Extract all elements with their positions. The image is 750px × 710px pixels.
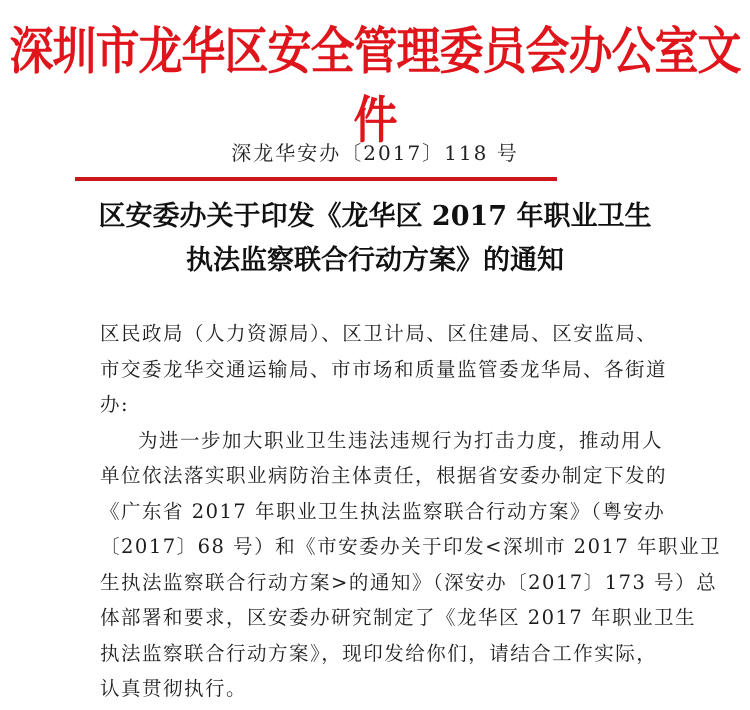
issuer-header-title: 深圳市龙华区安全管理委员会办公室文件 <box>9 22 741 151</box>
document-title-line: 执法监察联合行动方案》的通知 <box>186 245 564 276</box>
document-title <box>60 195 690 283</box>
paragraph-line: 体部署和要求，区安委办研究制定了《龙华区 2017 年职业卫生 <box>100 606 697 629</box>
paragraph-line: 认真贯彻执行。 <box>100 677 248 700</box>
document-title-line: 区安委办关于印发《龙华区 2017 年职业卫生 <box>98 201 652 232</box>
addressee-line: 办: <box>100 393 130 416</box>
red-divider-line <box>75 177 557 181</box>
paragraph-line: 生执法监察联合行动方案>的通知》（深安办〔2017〕173 号）总 <box>100 570 718 594</box>
paragraph-line: 执法监察联合行动方案》，现印发给你们，请结合工作实际， <box>100 641 658 665</box>
paragraph-line: 《广东省 2017 年职业卫生执法监察联合行动方案》（粤安办 <box>100 499 666 523</box>
document-body <box>100 316 721 707</box>
paragraph-line: 〔2017〕68 号）和《市安委办关于印发<深圳市 2017 年职业卫 <box>100 535 721 558</box>
paragraph-line: 单位依法落实职业病防治主体责任，根据省安委办制定下发的 <box>100 464 668 487</box>
addressee-line: 区民政局（人力资源局）、区卫计局、区住建局、区安监局、 <box>100 322 658 345</box>
addressee-line: 市交委龙华交通运输局、市市场和质量监管委龙华局、各街道 <box>100 357 668 381</box>
document-number: 深龙华安办〔2017〕118 号 <box>231 141 519 165</box>
paragraph-line: 为进一步加大职业卫生违法违规行为打击力度，推动用人 <box>138 428 664 452</box>
